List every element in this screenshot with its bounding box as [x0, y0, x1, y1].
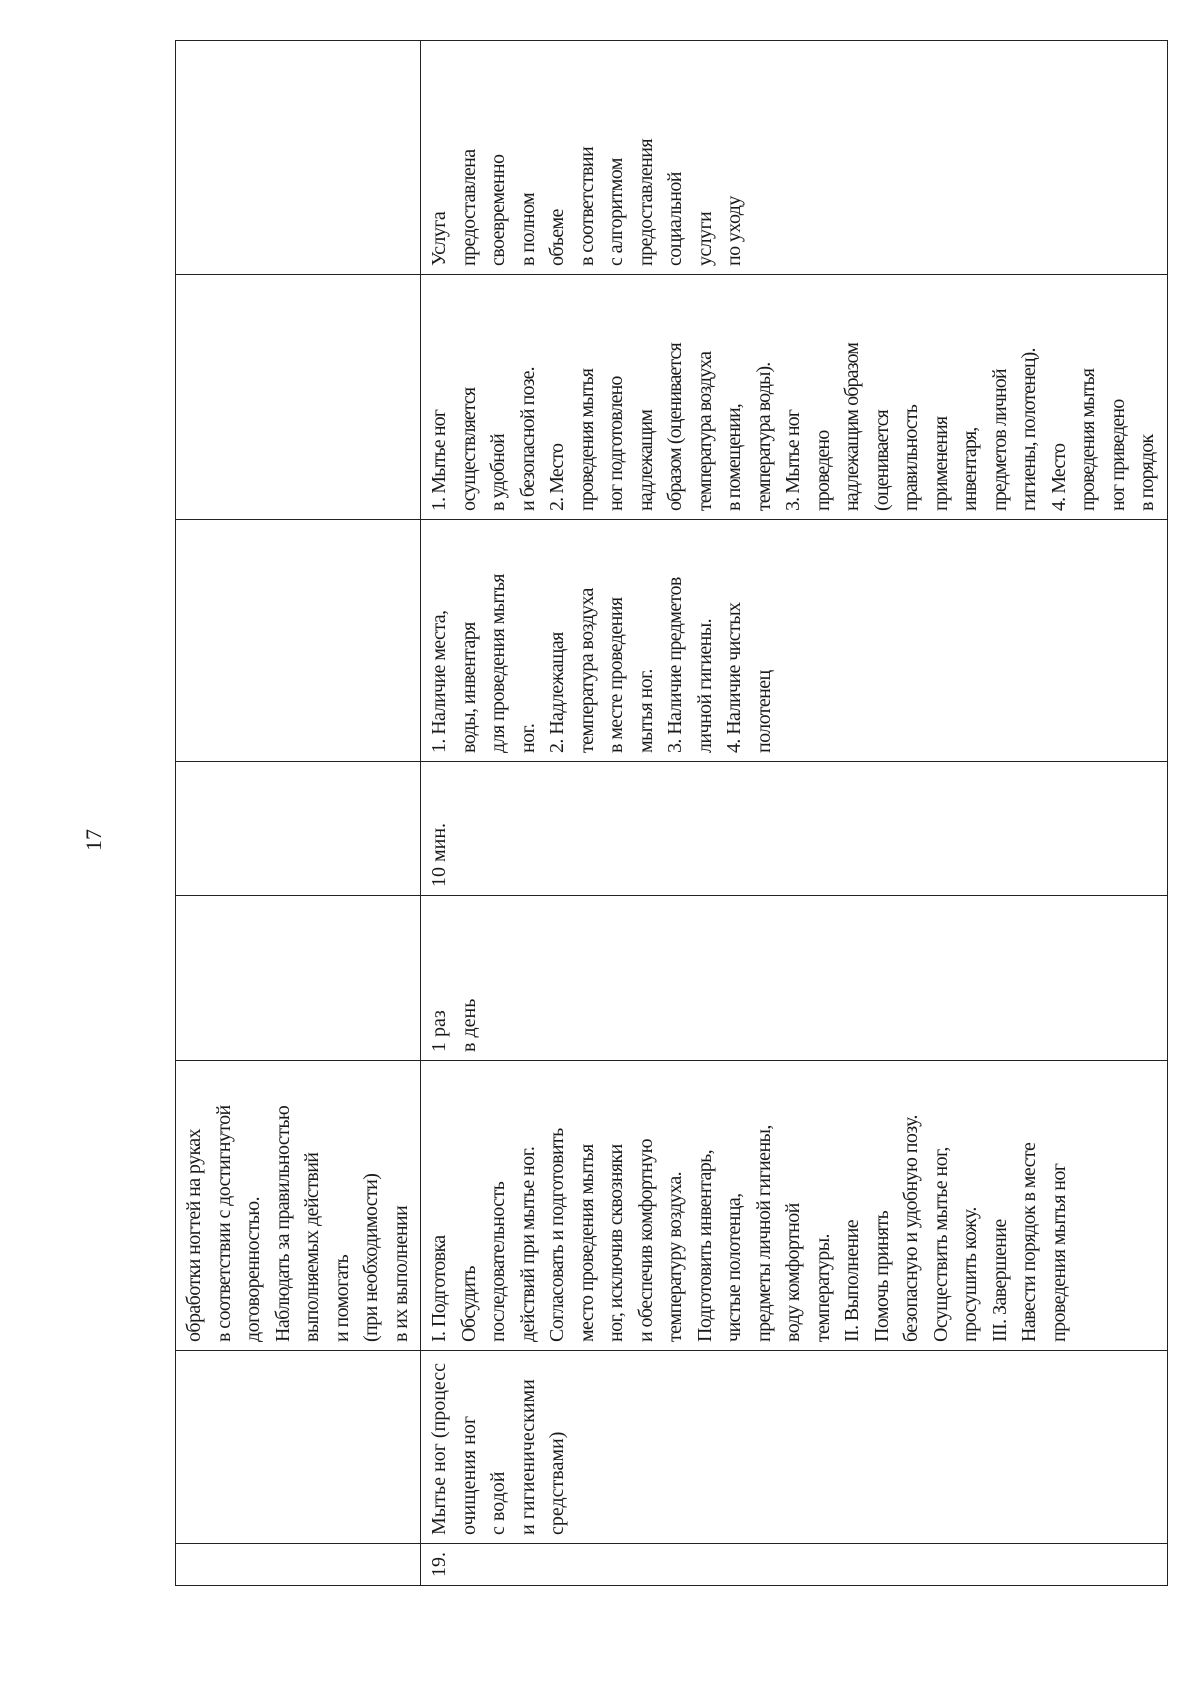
cell-empty-number — [176, 1544, 421, 1586]
cell-quality — [421, 275, 1168, 520]
cell-duration — [421, 762, 1168, 896]
page-number: 17 — [81, 829, 106, 851]
cell-empty-quality — [176, 275, 421, 520]
table-row-continuation — [176, 41, 421, 1586]
cell-row-number — [421, 1544, 1168, 1586]
cell-empty-frequency — [176, 896, 421, 1061]
row-number: 19. — [428, 1552, 450, 1577]
services-table — [175, 40, 1168, 1586]
cell-continuation-actions — [176, 1061, 421, 1351]
continuation-actions-text: обработки ногтей на руках в соответствии с достигнутой договоренностью. Наблюдать за правильностью выполняемых действий и помогать (при необходимости) в их выполнении — [183, 1105, 412, 1342]
cell-frequency — [421, 896, 1168, 1061]
conditions-text: 1. Наличие места, воды, инвентаря для проведения мытья ног. 2. Надлежащая температура воздуха в месте проведения мытья ног. 3. Наличие предметов личной гигиены. 4. Наличие чистых полотенец — [428, 574, 775, 753]
table-row-19 — [421, 41, 1168, 1586]
cell-empty-conditions — [176, 520, 421, 762]
cell-result — [421, 41, 1168, 275]
rotated-table-sheet — [175, 41, 1158, 1586]
cell-empty-duration — [176, 762, 421, 896]
service-name-text: Мытье ног (процесс очищения ног с водой и гигиеническими средствами) — [428, 1362, 568, 1535]
actions-text: I. Подготовка Обсудить последовательность действий при мытье ног. Согласовать и подготовить место проведения мытья ног, исключив сквозняки и обеспечив комфортную температуру воздуха. Подготовить инвентарь, чистые полотенца, предметы личной гигиены, воду комфортной температуры. II. Выполнение Помочь принять безопасную и удобную позу. Осуществить мытье ног, просушить кожу. III. Завершение Навести порядок в месте проведения мытья ног — [428, 1115, 1070, 1342]
cell-conditions — [421, 520, 1168, 762]
cell-actions — [421, 1061, 1168, 1351]
cell-empty-result — [176, 41, 421, 275]
frequency-text: 1 раз в день — [428, 998, 480, 1052]
result-text: Услуга предоставлена своевременно в полном объеме в соответствии с алгоритмом предоставления социальной услуги по уходу — [428, 139, 745, 266]
duration-text: 10 мин. — [428, 822, 450, 887]
cell-empty-service — [176, 1351, 421, 1544]
cell-service-name — [421, 1351, 1168, 1544]
quality-text: 1. Мытье ног осуществляется в удобной и безопасной позе. 2. Место проведения мытья ног подготовлено надлежащим образом (оценивается температура воздуха в помещении, температура воды). 3. Мытье ног проведено надлежащим образом (оценивается правильность применения инвентаря, предметов личной гигиены, полотенец). 4. Место проведения мытья ног приведено в порядок — [428, 343, 1158, 511]
